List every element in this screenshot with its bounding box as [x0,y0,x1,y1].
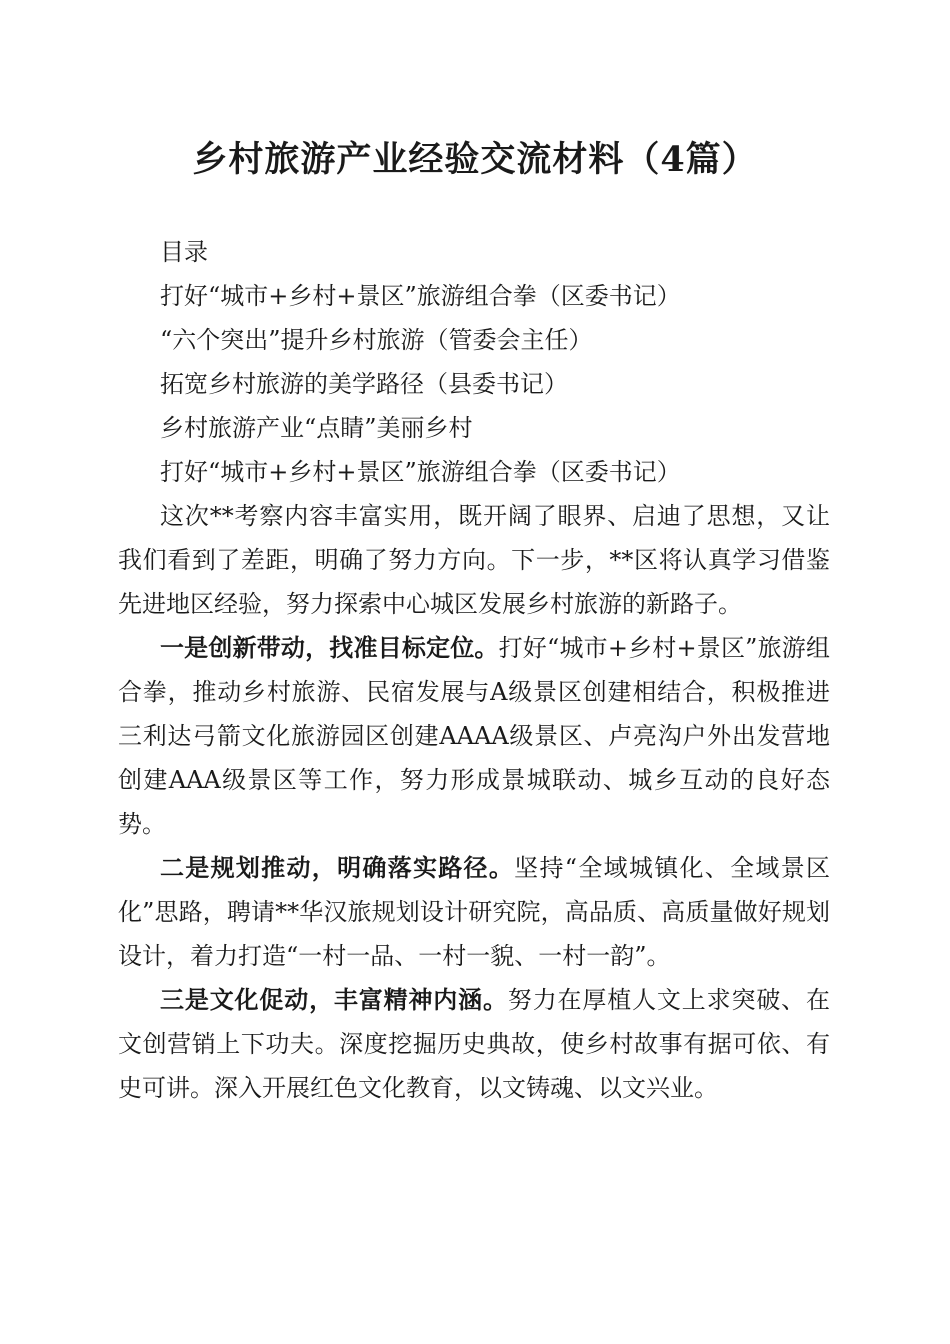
article-heading: 打好“城市+乡村+景区”旅游组合拳（区委书记） [160,458,681,486]
section-paragraph [118,846,830,978]
section-lead: 三是文化促动，丰富精神内涵。 [160,985,508,1014]
document-title: 乡村旅游产业经验交流材料（4篇） [192,139,758,180]
intro-paragraph: 这次**考察内容丰富实用，既开阔了眼界、启迪了思想，又让我们看到了差距，明确了努力方向。下一步，**区将认真学习借鉴先进地区经验，努力探索中心城区发展乡村旅游的新路子。 [118,502,830,618]
toc-item: 打好“城市+乡村+景区”旅游组合拳（区委书记） [160,282,681,310]
section-lead: 一是创新带动，找准目标定位。 [160,633,499,662]
section-body: 努力在厚植人文上求突破、在文创营销上下功夫。深度挖掘历史典故，使乡村故事有据可依、有史可讲。深入开展红色文化教育，以文铸魂、以文兴业。 [118,986,831,1102]
document-body [118,230,830,1110]
section-body: 坚持“全域城镇化、全域景区化”思路，聘请**华汉旅规划设计研究院，高品质、高质量做好规划设计，着力打造“一村一品、一村一貌、一村一韵”。 [118,854,830,970]
table-of-contents [118,230,830,450]
section-paragraph [118,626,830,846]
toc-heading: 目录 [160,238,208,266]
section-paragraph [118,978,830,1110]
toc-item: 乡村旅游产业“点睛”美丽乡村 [160,414,473,442]
toc-item: 拓宽乡村旅游的美学路径（县委书记） [160,370,568,398]
section-body: 打好“城市+乡村+景区”旅游组合拳，推动乡村旅游、民宿发展与A级景区创建相结合，积极推进三利达弓箭文化旅游园区创建AAAA级景区、卢亮沟户外出发营地创建AAA级景区等工作，努力形成景城联动、城乡互动的良好态势。 [118,634,830,838]
section-lead: 二是规划推动，明确落实路径。 [160,853,515,882]
toc-item: “六个突出”提升乡村旅游（管委会主任） [160,326,593,354]
